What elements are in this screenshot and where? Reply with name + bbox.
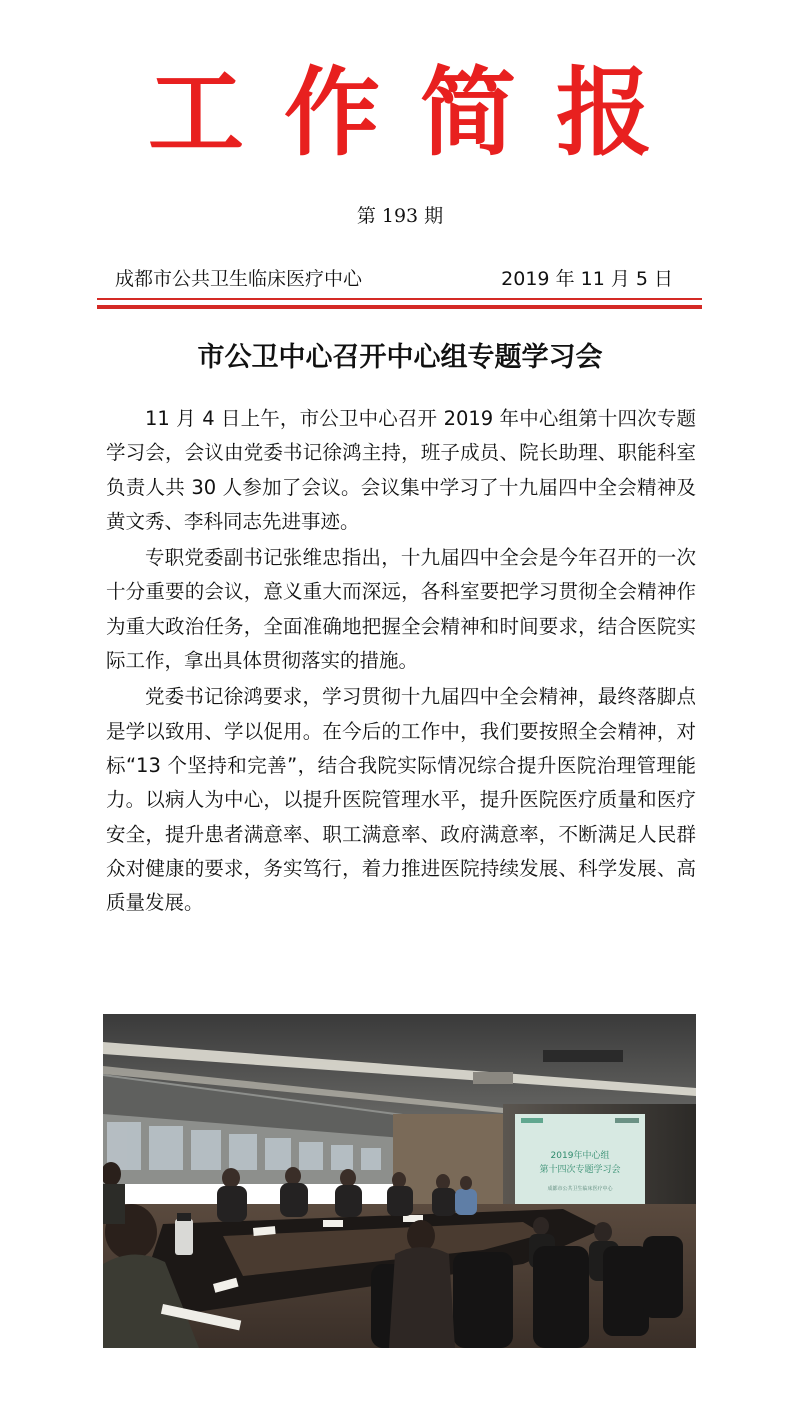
screen-title-text: 2019年中心组 [550, 1151, 610, 1161]
screen-footer-text: 成都市公共卫生临床医疗中心 [547, 1186, 613, 1192]
publisher-name: 成都市公共卫生临床医疗中心 [115, 268, 363, 290]
publish-date: 2019 年 11 月 5 日 [501, 268, 673, 290]
meeting-photo-illustration [103, 1014, 696, 1348]
header-rule-thick [97, 305, 702, 309]
masthead-title: 工作简报 [148, 56, 692, 169]
article-paragraph: 专职党委副书记张维忠指出，十九届四中全会是今年召开的一次十分重要的会议，意义重大而深远，各科室要把学习贯彻全会精神作为重大政治任务，全面准确地把握全会精神和时间要求，结合医院实际工作，拿出具体贯彻落实的措施。 [106, 546, 696, 673]
article-body [106, 402, 696, 922]
article-paragraph: 11 月 4 日上午，市公卫中心召开 2019 年中心组第十四次专题学习会，会议由党委书记徐鸿主持，班子成员、院长助理、职能科室负责人共 30 人参加了会议。会议集中学习了十九届四中全会精神及黄文秀、李科同志先进事迹。 [106, 407, 696, 533]
meeting-photo [103, 1014, 696, 1348]
screen-subtitle-text: 第十四次专题学习会 [539, 1165, 621, 1175]
article-title: 市公卫中心召开中心组专题学习会 [197, 342, 603, 373]
article-paragraph: 党委书记徐鸿要求，学习贯彻十九届四中全会精神，最终落脚点是学以致用、学以促用。在今后的工作中，我们要按照全会精神，对标“13 个坚持和完善”，结合我院实际情况综合提升医院治理管理能力。以病人为中心，以提升医院管理水平，提升医院医疗质量和医疗安全，提升患者满意率、职工满意率、政府满意率，不断满足人民群众对健康的要求，务实笃行，着力推进医院持续发展、科学发展、高质量发展。 [106, 685, 696, 915]
header-rule-thin [97, 298, 702, 300]
issue-number: 第 193 期 [356, 205, 444, 227]
